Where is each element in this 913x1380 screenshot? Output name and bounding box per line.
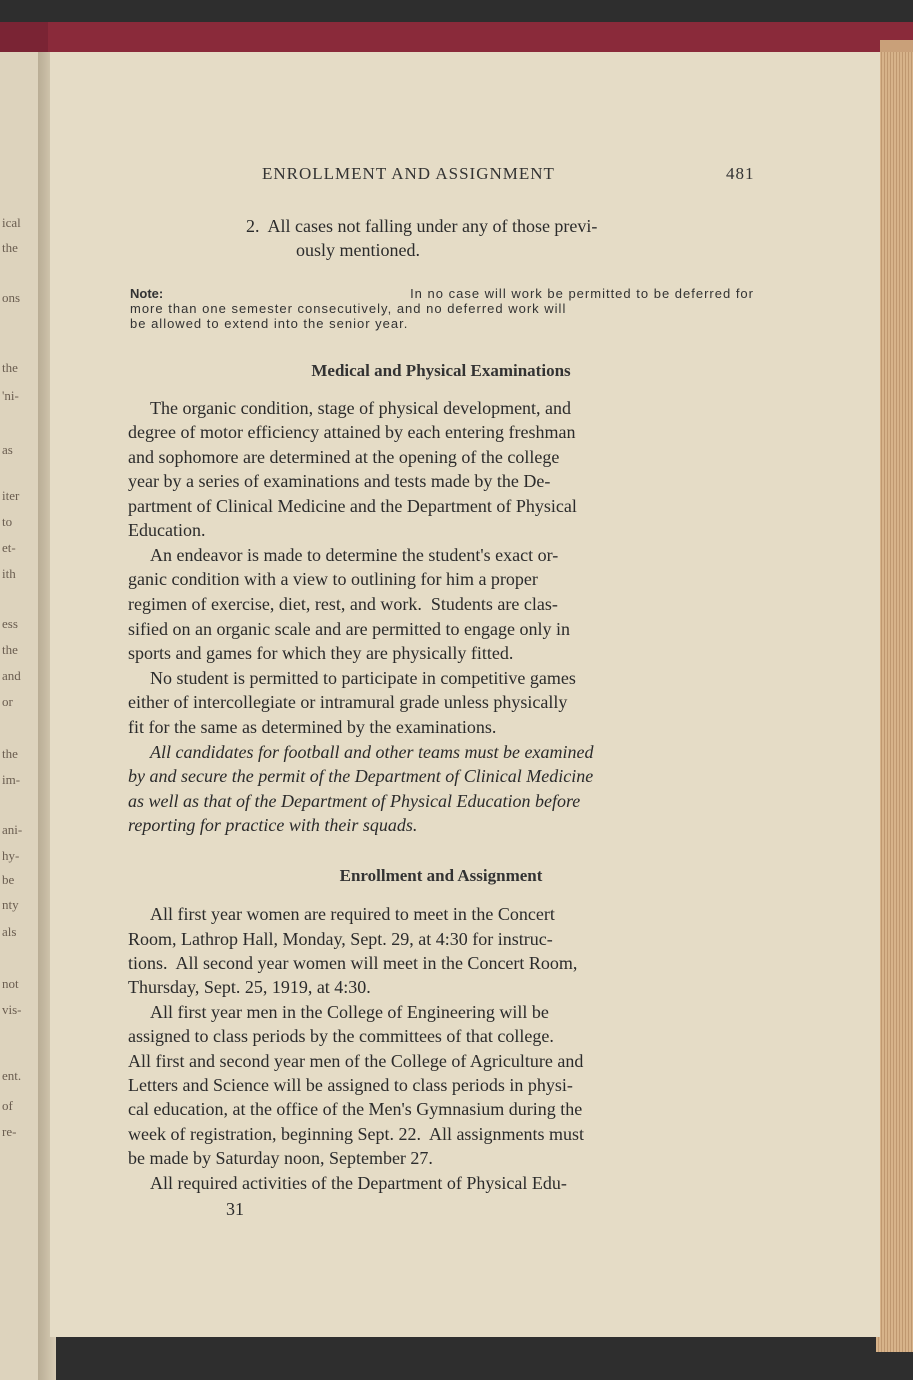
text-line-content: as well as that of the Department of Physical Education before [128, 791, 581, 811]
text-line-content: and sophomore are determined at the opening of the college [128, 447, 560, 467]
text-line [150, 1173, 754, 1194]
facing-page-fragment: hy- [2, 848, 20, 863]
text-line [128, 447, 754, 468]
facing-page-fragment: ent. [2, 1068, 22, 1083]
text-line [128, 520, 754, 541]
facing-page-fragment: vis- [2, 1002, 22, 1017]
facing-page-fragment: ical [2, 215, 21, 230]
text-line: ously mentioned. [296, 240, 420, 260]
note-line [130, 316, 754, 331]
facing-page-fragment: re- [2, 1124, 17, 1139]
facing-page-fragment: or [2, 694, 13, 709]
text-line [128, 496, 754, 517]
text-line [128, 1026, 754, 1047]
text-line-content: assigned to class periods by the committees of that college. [128, 1026, 554, 1046]
note-line [130, 301, 754, 316]
text-line-content: All required activities of the Department of Physical Edu- [150, 1173, 567, 1193]
signature-number: 31 [226, 1199, 244, 1219]
facing-page-fragment: be [2, 872, 15, 887]
text-line-content: year by a series of examinations and tests made by the De- [128, 471, 551, 491]
text-line-content: degree of motor efficiency attained by each entering freshman [128, 422, 576, 442]
text-line [128, 766, 754, 787]
text-line [128, 815, 754, 836]
facing-page-fragment: the [2, 360, 18, 375]
facing-page-fragment: of [2, 1098, 13, 1113]
section-heading: Enrollment and Assignment [339, 866, 543, 885]
text-line [128, 717, 754, 738]
facing-page-fragment: 'ni- [2, 388, 19, 403]
facing-page-fragment: the [2, 642, 18, 657]
text-line [128, 1075, 754, 1096]
text-line-content: Room, Lathrop Hall, Monday, Sept. 29, at 4:30 for instruc- [128, 929, 553, 949]
text-line-content: All first year women are required to meet in the Concert [150, 904, 555, 924]
text-line [128, 422, 754, 443]
text-line-content: sified on an organic scale and are permitted to engage only in [128, 619, 571, 639]
text-line [128, 791, 754, 812]
text-line [128, 643, 754, 664]
text-line [128, 953, 754, 974]
text-line [150, 1002, 754, 1023]
facing-page-fragment: and [2, 668, 21, 683]
text-line-content: partment of Clinical Medicine and the Department of Physical [128, 496, 577, 516]
text-line-content: The organic condition, stage of physical development, and [150, 398, 572, 418]
text-line-content: fit for the same as determined by the examinations. [128, 717, 497, 737]
text-line: In no case will work be permitted to be deferred for [410, 286, 754, 301]
text-line-content: An endeavor is made to determine the student's exact or- [150, 545, 559, 565]
facing-page-fragment: ith [2, 566, 16, 581]
facing-page-fragment: the [2, 746, 18, 761]
text-line [128, 1124, 754, 1145]
text-line-content: No student is permitted to participate in competitive games [150, 668, 576, 688]
text-line-content: be made by Saturday noon, September 27. [128, 1148, 433, 1168]
text-line [128, 594, 754, 615]
facing-page-fragment: ani- [2, 822, 23, 837]
text-line-content: week of registration, beginning Sept. 22. All assignments must [128, 1124, 584, 1144]
text-line [128, 977, 754, 998]
facing-page-fragment: ess [2, 616, 18, 631]
text-line: be allowed to extend into the senior year. [130, 316, 409, 331]
facing-page-fragment: not [2, 976, 19, 991]
signature-mark [226, 1199, 326, 1220]
text-line-content: ganic condition with a view to outlining for him a proper [128, 569, 538, 589]
facing-page-fragment: nty [2, 897, 19, 912]
book-cover-top [0, 22, 913, 52]
text-line-content: tions. All second year women will meet in the Concert Room, [128, 953, 578, 973]
facing-page-fragment: als [2, 924, 17, 939]
text-line [150, 742, 754, 763]
text-line [128, 1148, 754, 1169]
text-line-content: by and secure the permit of the Department of Clinical Medicine [128, 766, 594, 786]
text-line-content: Letters and Science will be assigned to class periods in physi- [128, 1075, 573, 1095]
page-number: 481 [726, 164, 755, 183]
text-line [128, 1051, 754, 1072]
text-line-content: sports and games for which they are physically fitted. [128, 643, 514, 663]
text-line [128, 692, 754, 713]
text-line-content: regimen of exercise, diet, rest, and work. Students are clas- [128, 594, 558, 614]
facing-page-fragment: et- [2, 540, 16, 555]
text-line-content: either of intercollegiate or intramural grade unless physically [128, 692, 568, 712]
text-line-content: Thursday, Sept. 25, 1919, at 4:30. [128, 977, 371, 997]
text-line-content: Education. [128, 520, 206, 540]
text-line [128, 569, 754, 590]
facing-page-fragment: as [2, 442, 13, 457]
text-line-content: All first year men in the College of Engineering will be [150, 1002, 549, 1022]
text-line [128, 929, 754, 950]
text-line: 2. All cases not falling under any of those previ- [246, 216, 598, 236]
note-label: Note: [130, 286, 164, 301]
text-line: more than one semester consecutively, and no deferred work will [130, 301, 567, 316]
text-line-content: reporting for practice with their squads. [128, 815, 418, 835]
running-title: ENROLLMENT AND ASSIGNMENT [262, 164, 555, 183]
text-line [150, 398, 754, 419]
section-heading: Medical and Physical Examinations [311, 361, 571, 380]
text-line [128, 471, 754, 492]
text-line-content: All first and second year men of the College of Agriculture and [128, 1051, 584, 1071]
facing-page-fragment: im- [2, 772, 21, 787]
note-line [130, 286, 754, 301]
text-line [128, 619, 754, 640]
facing-page-fragment: to [2, 514, 13, 529]
list-item-2-line [246, 216, 754, 237]
facing-page-fragment: iter [2, 488, 20, 503]
list-item-2-line [296, 240, 754, 261]
facing-page-fragment: ons [2, 290, 21, 305]
text-line-content: All candidates for football and other teams must be examined [150, 742, 594, 762]
text-line-content: cal education, at the office of the Men's Gymnasium during the [128, 1099, 583, 1119]
text-line [150, 668, 754, 689]
text-line [150, 545, 754, 566]
text-line [128, 1099, 754, 1120]
page-edges [876, 52, 913, 1352]
text-line [150, 904, 754, 925]
facing-page-fragment: the [2, 240, 18, 255]
